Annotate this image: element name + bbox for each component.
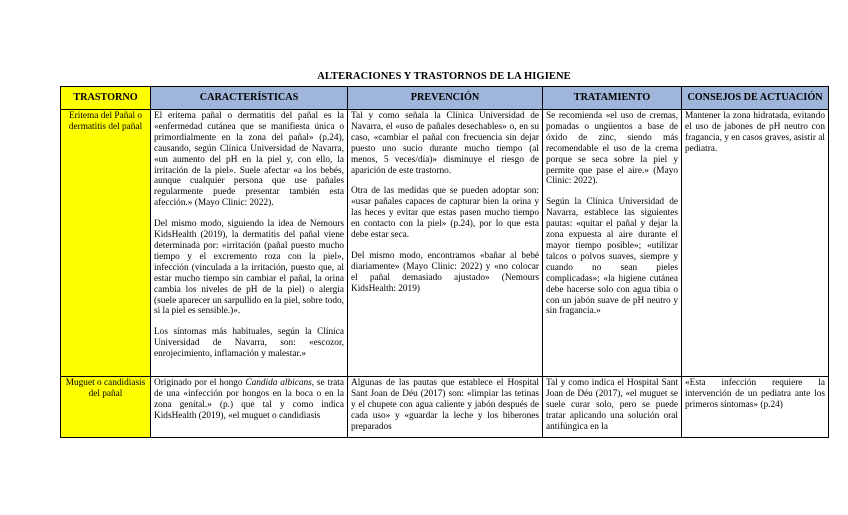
table-row bbox=[61, 377, 829, 438]
cell-trastorno bbox=[61, 377, 151, 438]
table-row bbox=[61, 110, 829, 377]
header-prevencion: PREVENCIÓN bbox=[348, 87, 543, 110]
cell-tratamiento bbox=[543, 377, 682, 438]
paragraph: Tal y como señala la Clínica Universidad de Navarra, el «uso de pañales desechables» o, en su caso, «cambiar el pañal con frecuencia sin dejar puesto uno sucio durante mucho tiempo (al menos, 5 veces/día)» disminuye el riesgo de aparición de este trastorno. bbox=[351, 111, 539, 176]
text-run: Originado por el hongo bbox=[154, 378, 246, 388]
header-caracteristicas: CARACTERÍSTICAS bbox=[151, 87, 348, 110]
page-title: ALTERACIONES Y TRASTORNOS DE LA HIGIENE bbox=[317, 71, 571, 82]
cell-prevencion bbox=[348, 377, 543, 438]
text-run: , se trata de una «infección por hongos en la boca o en la zona genital.» (p.) que tal y como indica KidsHealth (2019), «el muguet o candidiasis bbox=[154, 378, 344, 421]
paragraph: Del mismo modo, encontramos «bañar al bebé diariamente» (Mayo Clinic: 2022) y «no colocar el pañal demasiado ajustado» (Nemours KidsHealth: 2019) bbox=[351, 250, 539, 294]
header-row bbox=[61, 87, 829, 110]
paragraph: Mantener la zona hidratada, evitando el uso de jabones de pH neutro con fragancia, y en casos graves, asistir al pediatra. bbox=[685, 111, 825, 154]
paragraph: Otra de las medidas que se pueden adoptar son: «usar pañales capaces de capturar bien la orina y las heces y evitar que estas pasen mucho tiempo en contacto con la piel» (p.24), por lo que esta debe estar seca. bbox=[351, 186, 539, 241]
cell-tratamiento bbox=[543, 110, 682, 377]
cell-prevencion bbox=[348, 110, 543, 377]
paragraph: Los síntomas más habituales, según la Clínica Universidad de Navarra, son: «escozor, enrojecimiento, inflamación y malestar.» bbox=[154, 327, 344, 360]
cell-caracteristicas bbox=[151, 377, 348, 438]
paragraph: Del mismo modo, siguiendo la idea de Nemours KidsHealth (2019), la dermatitis del pañal viene determinada por: «irritación (pañal puesto mucho tiempo y el excremento roza con la piel», infección (vinculada a la irritación, puesto que, al estar mucho tiempo sin cambiar el pañal, la orina cambia los niveles de pH de la piel) o alergia (suele aparecer un sarpullido en la piel, sobre todo, si la piel es sensible.)». bbox=[154, 219, 344, 317]
cell-text: Muguet o candidiasis del pañal bbox=[65, 378, 146, 399]
paragraph: El eritema pañal o dermatitis del pañal es la «enfermedad cutánea que se manifiesta única o primordialmente en la zona del pañal» (p.24), causando, según Clínica Universidad de Navarra, «un aumento del pH en la piel y, con ello, la irritación de la piel». Suele afectar «a los bebés, aunque cualquier persona que use pañales regularmente puede presentar también esta afección.» (Mayo Clinic: 2022). bbox=[154, 111, 344, 209]
header-consejos: CONSEJOS DE ACTUACIÓN bbox=[682, 87, 829, 110]
cell-text: Tal y como indica el Hospital Sant Joan de Déu (2017), «el muguet se suele curar solo, pero se puede tratar aplicando una solución oral antifúngica en la bbox=[546, 378, 678, 432]
cell-text: «Esta infección requiere la intervención de un pediatra ante los primeros síntomas» (p.24) bbox=[685, 378, 825, 410]
cell-text bbox=[154, 378, 344, 436]
species-name: Candida albicans bbox=[245, 378, 312, 388]
cell-consejos bbox=[682, 110, 829, 377]
cell-trastorno: Eritema del Pañal o dermatitis del pañal bbox=[61, 110, 151, 377]
cell-caracteristicas bbox=[151, 110, 348, 377]
paragraph: Según la Clínica Universidad de Navarra, establece las siguientes pautas: «quitar el pañal y dejar la zona expuesta al aire durante el mayor tiempo posible»; «utilizar talcos o polvos suaves, siempre y cuando no sean pieles complicadas»; «la higiene cutánea debe hacerse solo con agua tibia o con un jabón suave de pH neutro y sin fragancia.» bbox=[546, 197, 678, 317]
paragraph: Se recomienda «el uso de cremas, pomadas o ungüentos a base de óxido de zinc, siendo más recomendable el uso de la crema porque se seca sobre la piel y permite que pase el aire.» (Mayo Clinic: 2022). bbox=[546, 111, 678, 187]
hygiene-disorders-table bbox=[60, 86, 829, 438]
cell-text: Algunas de las pautas que establece el Hospital Sant Joan de Déu (2017) son: «limpiar las tetinas y el chupete con agua caliente y jabón después de cada uso» y «guardar la leche y los biberones preparados bbox=[351, 378, 539, 432]
header-tratamiento: TRATAMIENTO bbox=[543, 87, 682, 110]
header-trastorno: TRASTORNO bbox=[61, 87, 151, 110]
cell-consejos bbox=[682, 377, 829, 438]
